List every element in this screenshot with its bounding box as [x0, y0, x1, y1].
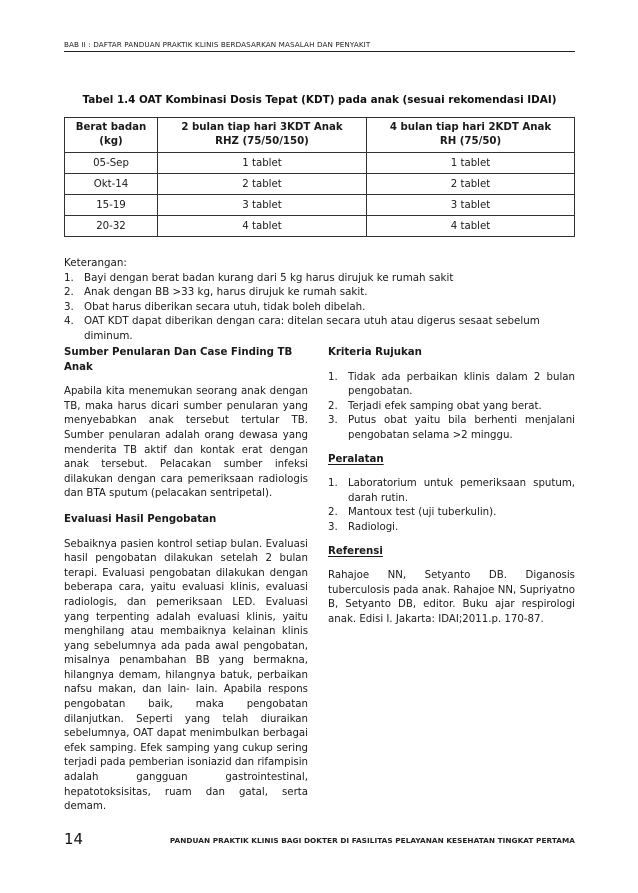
header-2-month: 2 bulan tiap hari 3KDT Anak RHZ (75/50/150): [158, 118, 367, 153]
header-4-month: 4 bulan tiap hari 2KDT Anak RH (75/50): [367, 118, 575, 153]
cell-weight: 20-32: [65, 216, 158, 237]
cell-dose-2-month: 3 tablet: [158, 195, 367, 216]
list-item: 1. Laboratorium untuk pemeriksaan sputum, darah rutin.: [328, 478, 575, 504]
page-number: 14: [64, 830, 84, 848]
cell-weight: 05-Sep: [65, 153, 158, 174]
cell-weight: Okt-14: [65, 174, 158, 195]
list-item: 3. Radiologi.: [328, 521, 399, 533]
cell-dose-2-month: 1 tablet: [158, 153, 367, 174]
cell-dose-4-month: 1 tablet: [367, 153, 575, 174]
section-body-sumber-penularan: Apabila kita menemukan seorang anak dengan TB, maka harus dicari sumber penularan yang menyebabkan anak tersebut tertular TB. Sumber penularan adalah orang dewasa yang menderita TB aktif dan kontak erat dengan anak tersebut. Pelacakan sumber infeksi dilakukan dengan cara pemeriksaan radiologis dan BTA sputum (pelacakan sentripetal).: [64, 386, 308, 500]
rujukan-list: [328, 371, 575, 444]
cell-dose-2-month: 2 tablet: [158, 174, 367, 195]
header-weight: Berat badan (kg): [65, 118, 158, 153]
cell-dose-4-month: 2 tablet: [367, 174, 575, 195]
cell-dose-2-month: 4 tablet: [158, 216, 367, 237]
running-footer: PANDUAN PRAKTIK KLINIS BAGI DOKTER DI FASILITAS PELAYANAN KESEHATAN TINGKAT PERTAMA: [169, 836, 575, 845]
table-header-row: [65, 118, 575, 153]
table-row: [65, 174, 575, 195]
cell-weight: 15-19: [65, 195, 158, 216]
reference-text: Rahajoe NN, Setyanto DB. Diganosis tuberculosis pada anak. Rahajoe NN, Supriyatno B, Setyanto DB, editor. Buku ajar respirologi anak. Edisi I. Jakarta: IDAI;2011.p. 170-87.: [328, 570, 575, 625]
peralatan-list: [328, 477, 575, 535]
kdt-dosage-table: [64, 117, 575, 237]
list-item: 1. Bayi dengan berat badan kurang dari 5 kg harus dirujuk ke rumah sakit: [64, 271, 454, 284]
list-item: 2. Terjadi efek samping obat yang berat.: [328, 400, 542, 412]
notes-section: [64, 256, 575, 344]
cell-dose-4-month: 3 tablet: [367, 195, 575, 216]
table-title: Tabel 1.4 OAT Kombinasi Dosis Tepat (KDT) pada anak (sesuai rekomendasi IDAI): [82, 94, 557, 106]
list-item: 2. Anak dengan BB >33 kg, harus dirujuk ke rumah sakit.: [64, 286, 368, 299]
header-rule: [64, 51, 575, 52]
right-column: [328, 346, 575, 639]
cell-dose-4-month: 4 tablet: [367, 216, 575, 237]
section-title-kriteria-rujukan: Kriteria Rujukan: [328, 347, 422, 358]
list-item: 3. Putus obat yaitu bila berhenti menjalani pengobatan selama >2 minggu.: [328, 415, 575, 441]
left-column: [64, 346, 308, 826]
table-row: [65, 216, 575, 237]
section-title-evaluasi: Evaluasi Hasil Pengobatan: [64, 513, 217, 525]
list-item: 3. Obat harus diberikan secara utuh, tidak boleh dibelah.: [64, 300, 366, 313]
table-row: [65, 153, 575, 174]
table-row: [65, 195, 575, 216]
list-item: 4. OAT KDT dapat diberikan dengan cara: ditelan secara utuh atau digerus sesaat sebelum diminum.: [64, 315, 540, 342]
section-body-evaluasi: Sebaiknya pasien kontrol setiap bulan. Evaluasi hasil pengobatan dilakukan setelah 2 bulan terapi. Evaluasi pengobatan dilakukan dengan beberapa cara, yaitu evaluasi klinis, evaluasi radiologis, dan pemeriksaan LED. Evaluasi yang terpenting adalah evaluasi klinis, yaitu menghilang atau membaiknya kelainan klinis yang sebelumnya ada pada awal pengobatan, misalnya penambahan BB yang bermakna, hilangnya demam, hilangnya batuk, perbaikan nafsu makan, dan lain- lain. Apabila respons pengobatan baik, maka pengobatan dilanjutkan. Seperti yang telah diuraikan sebelumnya, OAT dapat menimbulkan berbagai efek samping. Efek samping yang cukup sering terjadi pada pemberian isoniazid dan rifampisin adalah gangguan gastrointestinal, hepatotoksisitas, ruam dan gatal, serta demam.: [64, 538, 308, 813]
list-item: 2. Mantoux test (uji tuberkulin).: [328, 507, 497, 519]
section-title-sumber-penularan: Sumber Penularan Dan Case Finding TB Anak: [64, 347, 293, 373]
section-title-referensi: Referensi: [328, 545, 383, 557]
section-title-peralatan: Peralatan: [328, 453, 384, 465]
notes-label: Keterangan:: [64, 257, 127, 269]
running-header: BAB II : DAFTAR PANDUAN PRAKTIK KLINIS BERDASARKAN MASALAH DAN PENYAKIT: [64, 40, 371, 49]
list-item: 1. Tidak ada perbaikan klinis dalam 2 bulan pengobatan.: [328, 371, 575, 398]
notes-list: [64, 271, 575, 344]
